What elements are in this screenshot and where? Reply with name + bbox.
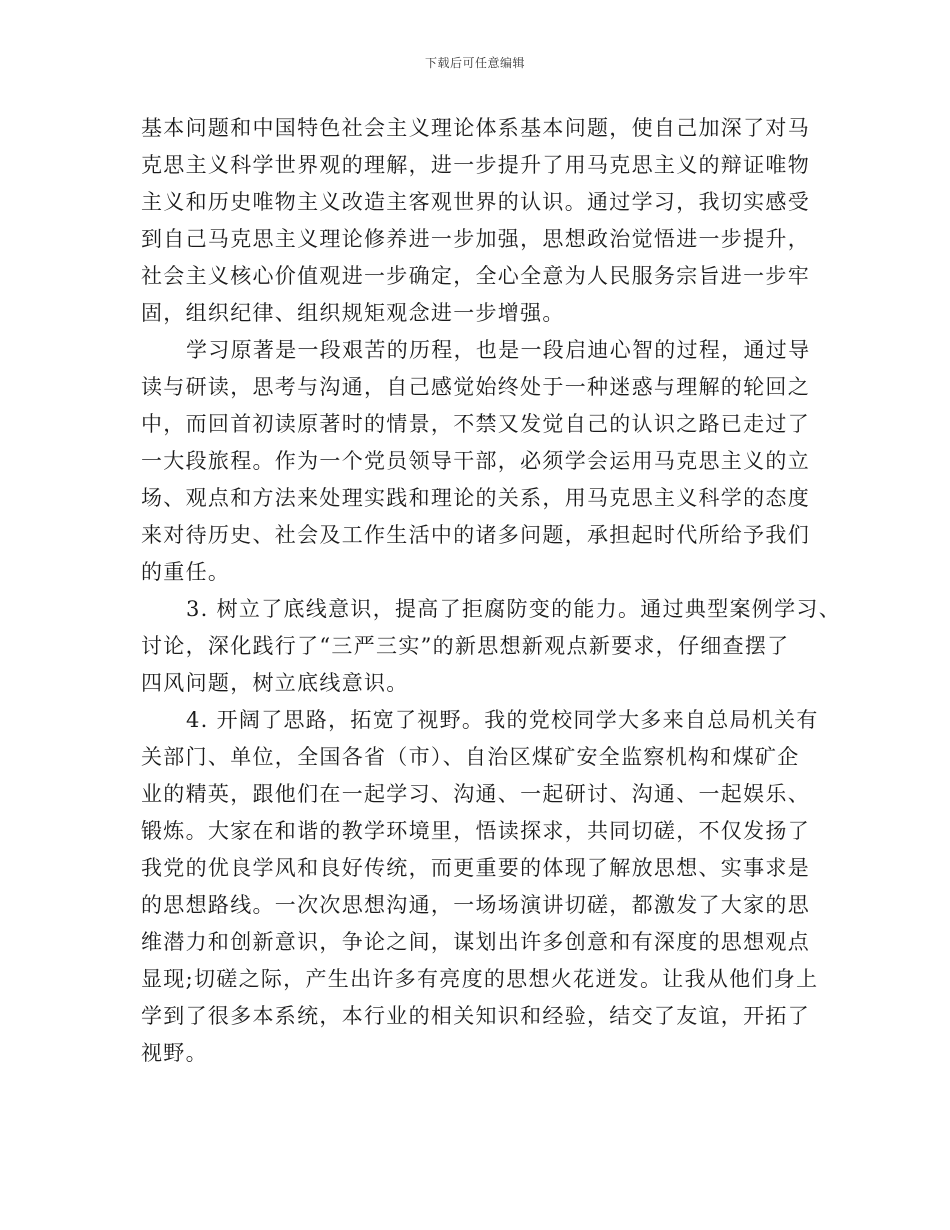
paragraph-4: [141, 702, 819, 1072]
text-line: 视野。: [141, 1041, 208, 1065]
text-line: 固，组织纪律、组织规矩观念进一步增强。: [141, 301, 565, 325]
text-line: 学到了很多本系统，本行业的相关知识和经验，结交了友谊，开拓了: [141, 1004, 810, 1028]
text-line: 的重任。: [141, 560, 231, 584]
text-line: 社会主义核心价值观进一步确定，全心全意为人民服务宗旨进一步牢: [141, 264, 810, 288]
paragraph-3: [141, 591, 842, 702]
text-line: 基本问题和中国特色社会主义理论体系基本问题，使自己加深了对马: [141, 116, 810, 140]
text-line: 的思想路线。一次次思想沟通，一场场演讲切磋，都激发了大家的思: [141, 893, 810, 917]
text-line: 我党的优良学风和良好传统，而更重要的体现了解放思想、实事求是: [141, 856, 810, 880]
page-header: 下载后可任意编辑: [424, 56, 525, 70]
document-body: [141, 110, 842, 1072]
text-line: 克思主义科学世界观的理解，进一步提升了用马克思主义的辩证唯物: [141, 153, 810, 177]
text-line: 中，而回首初读原著时的情景，不禁又发觉自己的认识之路已走过了: [141, 412, 810, 436]
text-line: 业的精英，跟他们在一起学习、沟通、一起研讨、沟通、一起娱乐、: [141, 782, 810, 806]
text-line: 读与研读，思考与沟通，自己感觉始终处于一种迷惑与理解的轮回之: [141, 375, 810, 399]
text-line: 4. 开阔了思路，拓宽了视野。我的党校同学大多来自总局机关有: [186, 708, 819, 732]
text-line: 场、观点和方法来处理实践和理论的关系，用马克思主义科学的态度: [141, 486, 810, 510]
text-line: 到自己马克思主义理论修养进一步加强，思想政治觉悟进一步提升，: [141, 227, 810, 251]
text-line: 显现;切磋之际，产生出许多有亮度的思想火花迸发。让我从他们身上: [141, 967, 819, 991]
text-line: 关部门、单位，全国各省（市）、自治区煤矿安全监察机构和煤矿企: [141, 745, 800, 769]
text-line: 主义和历史唯物主义改造主客观世界的认识。通过学习，我切实感受: [141, 190, 810, 214]
text-line: 学习原著是一段艰苦的历程，也是一段启迪心智的过程，通过导: [186, 338, 811, 362]
text-line: 四风问题，树立底线意识。: [141, 671, 409, 695]
text-line: 3. 树立了底线意识，提高了拒腐防变的能力。通过典型案例学习、: [186, 597, 842, 621]
text-line: 一大段旅程。作为一个党员领导干部，必须学会运用马克思主义的立: [141, 449, 810, 473]
text-line: 讨论，深化践行了“三严三实”的新思想新观点新要求，仔细查摆了: [141, 634, 790, 658]
text-line: 锻炼。大家在和谐的教学环境里，悟读探求，共同切磋，不仅发扬了: [141, 819, 810, 843]
text-line: 来对待历史、社会及工作生活中的诸多问题，承担起时代所给予我们: [141, 523, 810, 547]
paragraph-1: [141, 110, 813, 332]
paragraph-2: [141, 332, 813, 591]
text-line: 维潜力和创新意识，争论之间，谋划出许多创意和有深度的思想观点: [141, 930, 810, 954]
